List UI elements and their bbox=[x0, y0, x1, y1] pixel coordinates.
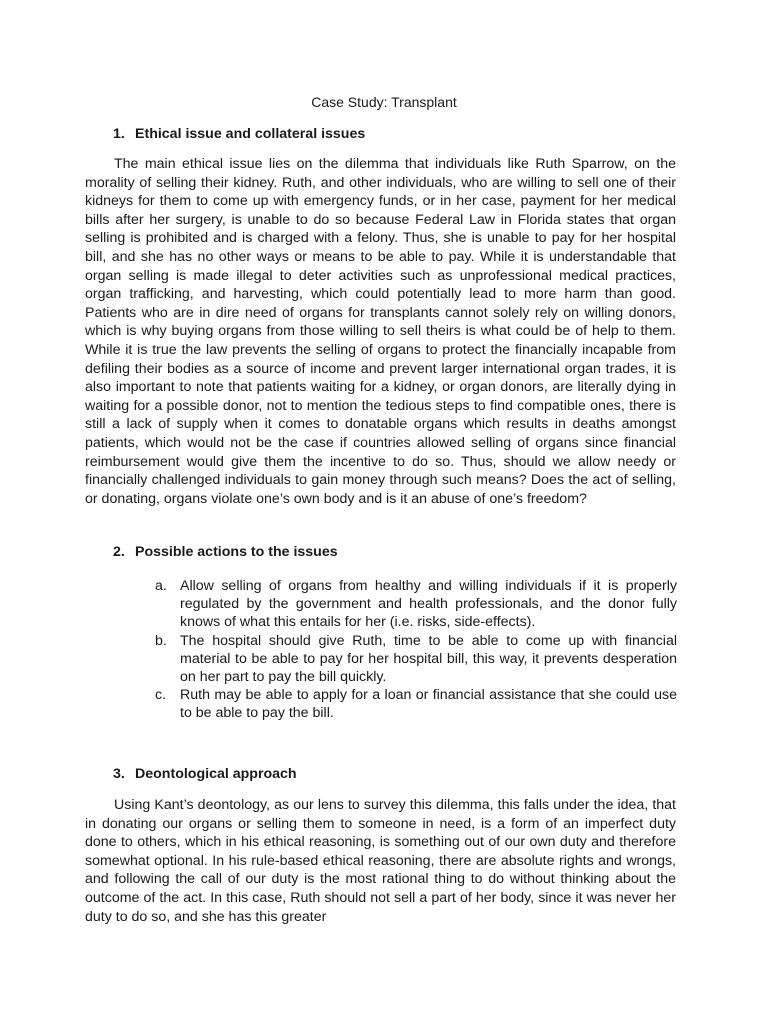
section-3-number: 3. bbox=[113, 766, 125, 782]
possible-actions-list bbox=[155, 577, 677, 723]
section-1-title: Ethical issue and collateral issues bbox=[135, 126, 366, 142]
action-item-b bbox=[155, 632, 677, 687]
action-item-a bbox=[155, 577, 677, 632]
section-3-title: Deontological approach bbox=[135, 766, 297, 782]
action-item-c-text: Ruth may be able to apply for a loan or financial assistance that she could use to be able to pay the bill. bbox=[180, 687, 677, 722]
action-item-a-text: Allow selling of organs from healthy and willing individuals if it is properly regulated by the government and health professionals, and the donor fully knows of what this entails for her (i.e. risks, side-effects). bbox=[180, 578, 677, 631]
action-item-c-letter: c. bbox=[155, 687, 167, 704]
section-2-number: 2. bbox=[113, 544, 125, 560]
section-1-number: 1. bbox=[113, 126, 125, 142]
action-item-b-letter: b. bbox=[155, 632, 167, 649]
document-title: Case Study: Transplant bbox=[311, 94, 457, 110]
action-item-b-text: The hospital should give Ruth, time to be able to come up with financial material to be able to pay for her hospital bill, this way, it prevents desperation on her part to pay the bill quickly. bbox=[180, 632, 677, 686]
section-3-heading bbox=[113, 765, 297, 783]
action-item-c bbox=[155, 686, 677, 722]
action-item-a-letter: a. bbox=[155, 578, 167, 594]
section-2-title: Possible actions to the issues bbox=[135, 544, 338, 560]
section-1-paragraph: The main ethical issue lies on the dilemma that individuals like Ruth Sparrow, on the morality of selling their kidney. Ruth, and other individuals, who are willing to sell one of their kidneys for them to come up with emergency funds, or in her case, payment for her medical bills after her surgery, is unable to do so because Federal Law in Florida states that organ selling is prohibited and is charged with a felony. Thus, she is unable to pay for her hospital bill, and she has no other ways or means to be able to pay. While it is understandable that organ selling is made illegal to deter activities such as unprofessional medical practices, organ trafficking, and harvesting, which could potentially lead to more harm than good. Patients who are in dire need of organs for transplants cannot solely rely on willing donors, which is why buying organs from those willing to sell theirs is what could be of help to them. While it is true the law prevents the selling of organs to protect the financially incapable from defiling their bodies as a source of income and prevent larger international organ trades, it is also important to note that patients waiting for a kidney, or organ donors, are literally dying in waiting for a possible donor, not to mention the tedious steps to find compatible ones, there is still a lack of supply when it comes to donatable organs which results in deaths amongst patients, which would not be the case if countries allowed selling of organs since financial reimbursement would give them the incentive to do so. Thus, should we allow needy or financially challenged individuals to gain money through such means? Does the act of selling, or donating, organs violate one’s own body and is it an abuse of one’s freedom? bbox=[85, 156, 676, 507]
section-2-heading bbox=[113, 543, 338, 561]
section-1-heading bbox=[113, 125, 365, 143]
section-3-paragraph: Using Kant’s deontology, as our lens to survey this dilemma, this falls under the idea, that in donating our organs or selling them to someone in need, is a form of an imperfect duty done to others, which in his ethical reasoning, is something out of our own duty and therefore somewhat optional. In his rule-based ethical reasoning, there are absolute rights and wrongs, and following the call of our duty is the most rational thing to do without thinking about the outcome of the act. In this case, Ruth should not sell a part of her body, since it was never her duty to do so, and she has this greater bbox=[85, 797, 676, 925]
